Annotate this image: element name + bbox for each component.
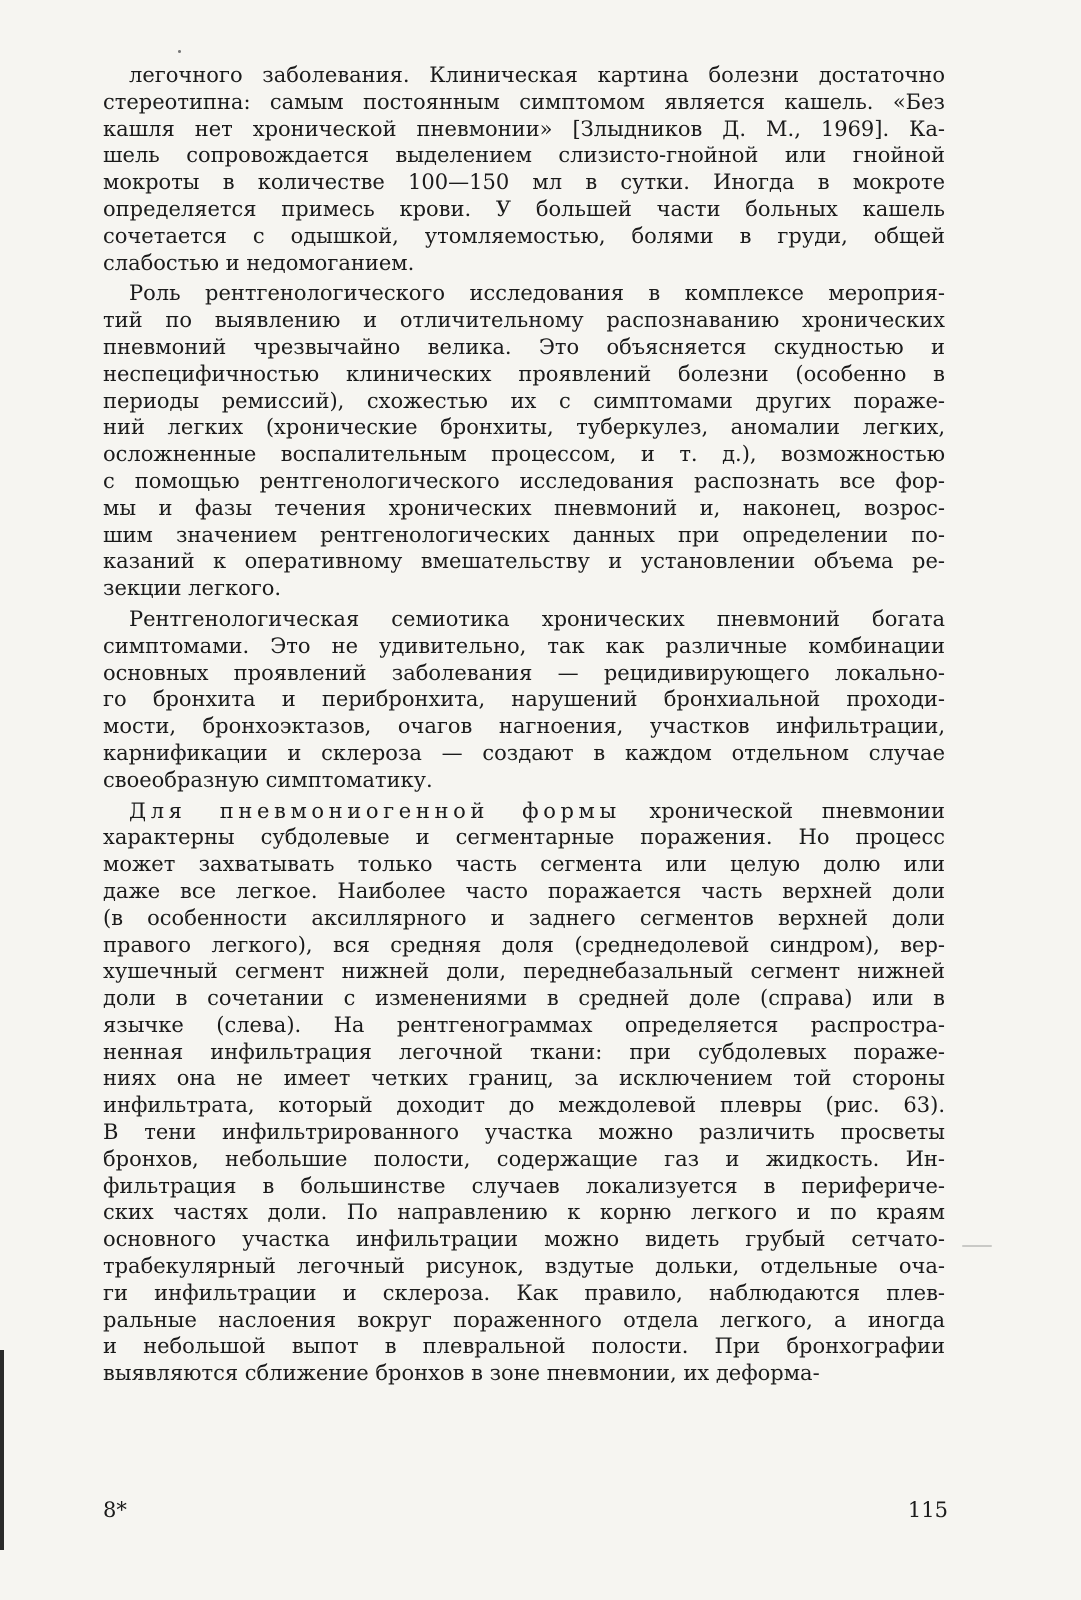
paragraph-line: осложненные воспалительным процессом, и т. д.), возможностью bbox=[103, 442, 945, 467]
paragraph-line: ниях она не имеет четких границ, за исключением той стороны bbox=[103, 1066, 945, 1091]
page-number: 115 bbox=[907, 1498, 948, 1522]
paragraph-line: бронхов, небольшие полости, содержащие газ и жидкость. Ин- bbox=[103, 1146, 945, 1171]
paragraph-line: основных проявлений заболевания — рецидивирующего локально- bbox=[103, 660, 945, 685]
paragraph-line: неспецифичностью клинических проявлений болезни (особенно в bbox=[103, 361, 945, 386]
paragraph-line: слабостью и недомоганием. bbox=[103, 250, 415, 275]
paragraph-line: симптомами. Это не удивительно, так как различные комбинации bbox=[103, 633, 945, 658]
paragraph-line bbox=[103, 798, 945, 825]
paragraph-line: стереотипна: самым постоянным симптомом является кашель. «Без bbox=[103, 89, 945, 114]
paragraph-line: сочетается с одышкой, утомляемостью, болями в груди, общей bbox=[103, 223, 945, 248]
paragraph-line: основного участка инфильтрации можно видеть грубый сетчато- bbox=[103, 1227, 945, 1252]
paragraph-line: зекции легкого. bbox=[103, 576, 282, 601]
paragraph-line: Рентгенологическая семиотика хронических пневмоний богата bbox=[129, 606, 945, 631]
paragraph-line: ральные наслоения вокруг пораженного отдела легкого, а иногда bbox=[103, 1307, 945, 1332]
paragraph-line: (в особенности аксиллярного и заднего сегментов верхней доли bbox=[103, 905, 945, 930]
paragraph-line: ских частях доли. По направлению к корню легкого и по краям bbox=[103, 1200, 945, 1225]
paragraph-line: ги инфильтрации и склероза. Как правило, наблюдаются плев- bbox=[103, 1280, 945, 1305]
paragraph-line: правого легкого), вся средняя доля (среднедолевой синдром), вер- bbox=[103, 932, 945, 957]
body-text bbox=[103, 62, 945, 1387]
paragraph-line: может захватывать только часть сегмента или целую долю или bbox=[103, 852, 945, 877]
paragraph bbox=[103, 62, 945, 276]
paragraph-line: В тени инфильтрированного участка можно различить просветы bbox=[103, 1120, 945, 1145]
scan-speck bbox=[962, 1245, 992, 1247]
paragraph bbox=[103, 606, 945, 794]
scan-edge-shadow bbox=[0, 1350, 4, 1550]
paragraph-line: выявляются сближение бронхов в зоне пневмонии, их деформа- bbox=[103, 1361, 820, 1386]
paragraph-line: и небольшой выпот в плевральной полости. При бронхографии bbox=[103, 1334, 945, 1359]
paragraph-line: трабекулярный легочный рисунок, вздутые дольки, отдельные оча- bbox=[103, 1254, 945, 1279]
signature-mark: 8* bbox=[103, 1498, 127, 1522]
scan-speck bbox=[178, 50, 181, 53]
paragraph-line: легочного заболевания. Клиническая картина болезни достаточно bbox=[129, 63, 945, 87]
paragraph-line: мости, бронхоэктазов, очагов нагноения, участков инфильтрации, bbox=[103, 714, 945, 739]
paragraph-line: язычке (слева). На рентгенограммах определяется распростра- bbox=[103, 1012, 945, 1037]
paragraph-line: го бронхита и перибронхита, нарушений бронхиальной проходи- bbox=[103, 687, 945, 712]
paragraph-line: мокроты в количестве 100—150 мл в сутки. Иногда в мокроте bbox=[103, 170, 945, 195]
paragraph-line: периоды ремиссий), схожестью их с симптомами других пораже- bbox=[103, 388, 945, 413]
paragraph-line: кашля нет хронической пневмонии» [Злыдников Д. М., 1969]. Ка- bbox=[103, 116, 945, 141]
paragraph-line: ний легких (хронические бронхиты, туберкулез, аномалии легких, bbox=[103, 415, 945, 440]
paragraph-line: карнификации и склероза — создают в каждом отдельном случае bbox=[103, 740, 945, 765]
paragraph-line: хушечный сегмент нижней доли, переднебазальный сегмент нижней bbox=[103, 959, 945, 984]
paragraph-line: с помощью рентгенологического исследования распознать все фор- bbox=[103, 468, 945, 493]
paragraph-line: своеобразную симптоматику. bbox=[103, 767, 433, 792]
paragraph bbox=[103, 798, 945, 1388]
paragraph-line: даже все легкое. Наиболее часто поражается часть верхней доли bbox=[103, 878, 945, 903]
spaced-emphasis: Для пневмониогенной формы bbox=[129, 798, 621, 823]
paragraph-line: фильтрация в большинстве случаев локализуется в перифериче- bbox=[103, 1173, 945, 1198]
paragraph-line: ненная инфильтрация легочной ткани: при субдолевых пораже- bbox=[103, 1039, 945, 1064]
paragraph-line: инфильтрата, который доходит до междолевой плевры (рис. 63). bbox=[103, 1093, 945, 1118]
paragraph-line: пневмоний чрезвычайно велика. Это объясняется скудностью и bbox=[103, 334, 945, 359]
paragraph-line: Роль рентгенологического исследования в комплексе мероприя- bbox=[129, 281, 945, 306]
paragraph-line: доли в сочетании с изменениями в средней доле (справа) или в bbox=[103, 986, 945, 1011]
line-text: хронической пневмонии bbox=[649, 798, 945, 823]
paragraph-line: шим значением рентгенологических данных при определении по- bbox=[103, 522, 945, 547]
paragraph-line: казаний к оперативному вмешательству и установлении объема ре- bbox=[103, 549, 945, 574]
paragraph-line: определяется примесь крови. У большей части больных кашель bbox=[103, 196, 945, 221]
paragraph-line: мы и фазы течения хронических пневмоний и, наконец, возрос- bbox=[103, 495, 945, 520]
paragraph-line: тий по выявлению и отличительному распознаванию хронических bbox=[103, 308, 945, 333]
paragraph bbox=[103, 280, 945, 602]
paragraph-line: характерны субдолевые и сегментарные поражения. Но процесс bbox=[103, 825, 945, 850]
paragraph-line: шель сопровождается выделением слизисто-гнойной или гнойной bbox=[103, 143, 945, 168]
